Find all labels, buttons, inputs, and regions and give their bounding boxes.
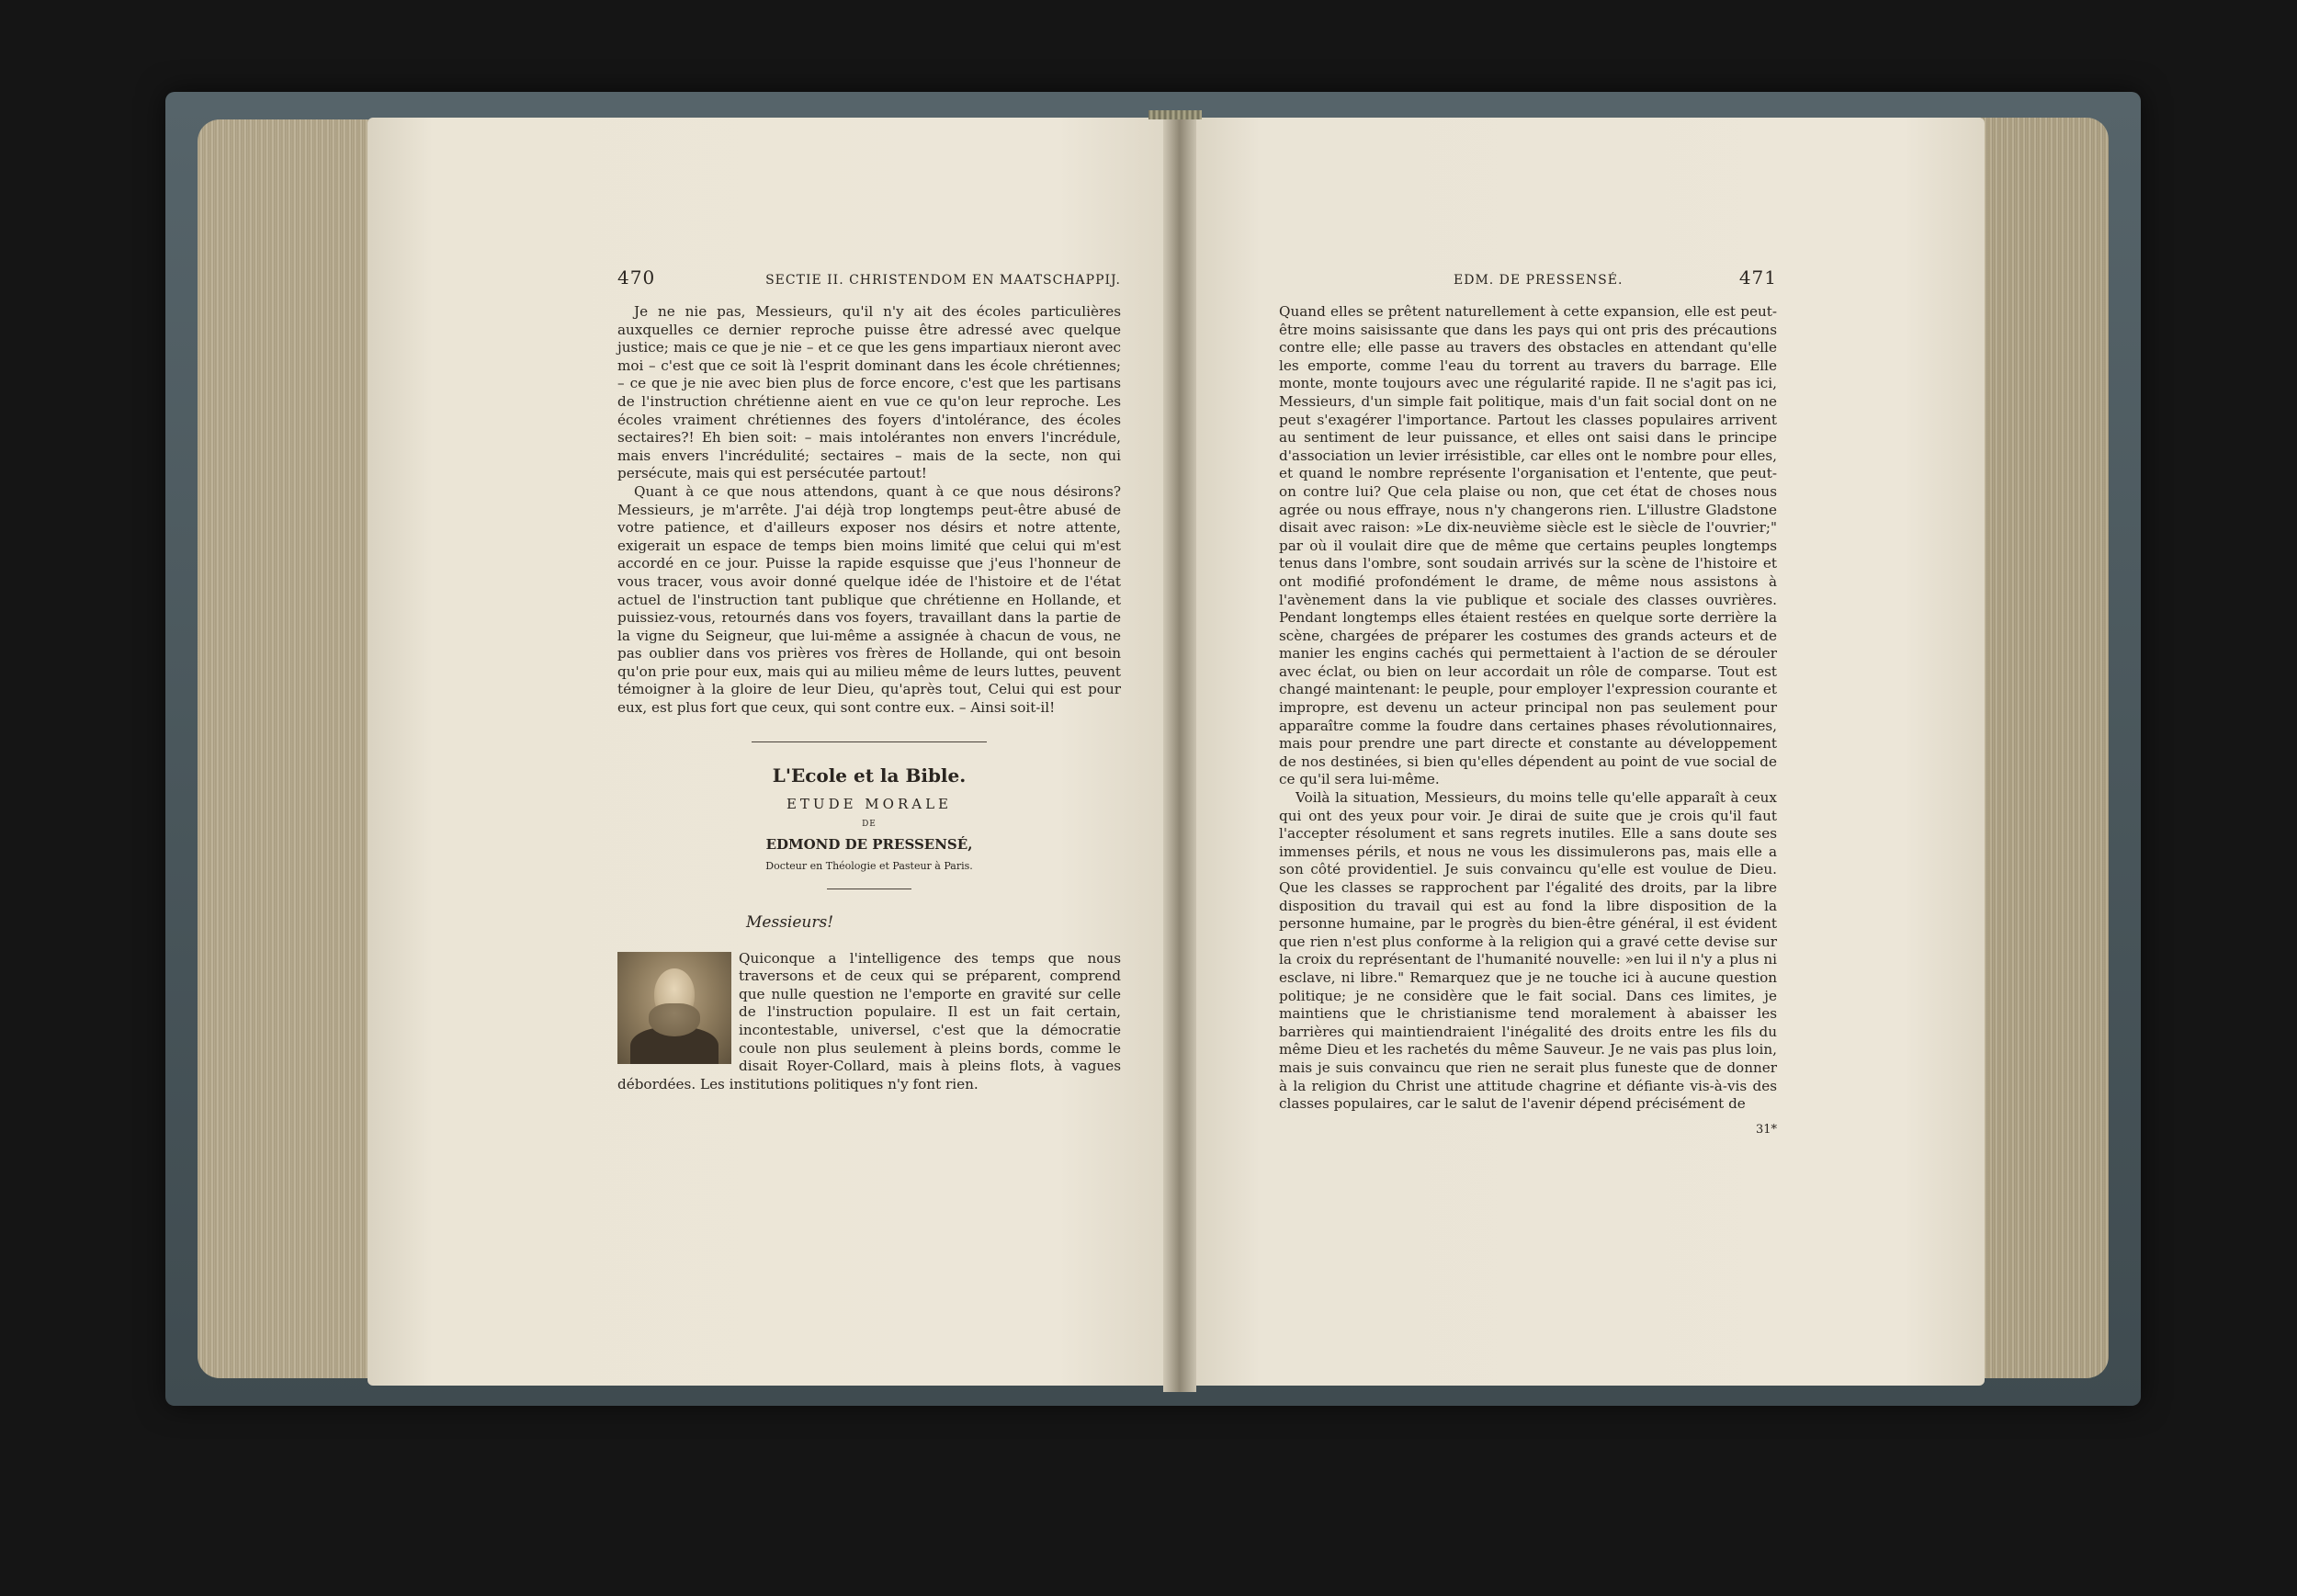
section-divider-rule [752, 741, 987, 742]
author-portrait-photo [617, 952, 731, 1064]
left-paragraph-1: Je ne nie pas, Messieurs, qu'il n'y ait des écoles particulières auxquelles ce dernier reproche puisse être adressé avec quelque justice; mais ce que je nie – et ce que les gens impartiaux nieront avec moi – c'est que ce soit là l'esprit dominant dans les école chrétiennes; – ce que je nie avec bien plus de force encore, c'est que les partisans de l'instruction chrétienne aient en vue ce qu'on leur reproche. Les écoles vraiment chrétiennes des foyers d'intolérance, des écoles sectaires?! Eh bien soit: – mais intolérantes non envers l'incrédule, mais envers l'incrédulité; sectaires – mais de la secte, non qui persécute, mais qui est persécutée partout! [617, 303, 1121, 482]
left-page-edges [198, 119, 381, 1378]
essay-title: L'Ecole et la Bible. [772, 764, 967, 787]
essay-title-block [617, 764, 1121, 872]
signature-mark: 31* [1755, 1122, 1777, 1137]
salutation: Messieurs! [746, 912, 834, 932]
right-paragraph-1: Quand elles se prêtent naturellement à cette expansion, elle est peut-être moins saisissante que dans les pays qui ont pris des précautions contre elle; elle passe au travers des obstacles en attendant qu'elle les emporte, comme l'eau du torrent au travers du barrage. Elle monte, monte toujours avec une régularité rapide. Il ne s'agit pas ici, Messieurs, d'un simple fait politique, mais d'un fait social dont on ne peut s'exagérer l'importance. Partout les classes populaires arrivent au sentiment de leur puissance, et elles ont saisi dans le principe d'association un levier irrésistible, car elles ont le nombre pour elles, et quand le nombre représente l'organisation et l'entente, que peut-on contre lui? Que cela plaise ou non, que cet état de choses nous agrée ou nous effraye, nous n'y changerons rien. L'illustre Gladstone disait avec raison: »Le dix-neuvième siècle est le siècle de l'ouvrier;" par où il voulait dire que de même que certains peuples longtemps tenus dans l'ombre, sont soudain arrivés sur la scène de l'histoire et ont modifié profondément le drame, de même nous assistons à l'avènement dans la vie publique et sociale des classes ouvrières. Pendant longtemps elles étaient restées en quelque sorte derrière la scène, chargées de préparer les costumes des grands acteurs et de manier les engins cachés qui permettaient à l'action de se dérouler avec éclat, ou bien on leur accordait un rôle de comparse. Tout est changé maintenant: le peuple, pour employer l'expression courante et impropre, est devenu un acteur principal non pas seulement pour apparaître comme la foudre dans certaines phases révolutionnaires, mais pour prendre une part directe et constante au développement de nos destinées, si bien qu'elles dépendent au point de vue social de ce qu'il sera lui-même. [1279, 303, 1777, 788]
right-page-text [1279, 266, 1777, 1137]
essay-credit: Docteur en Théologie et Pasteur à Paris. [765, 859, 973, 872]
right-running-head-title: EDM. DE PRESSENSÉ. [1454, 273, 1624, 288]
left-page-number: 470 [617, 266, 656, 289]
right-page-number: 471 [1738, 266, 1777, 289]
left-paragraph-2: Quant à ce que nous attendons, quant à ce que nous désirons? Messieurs, je m'arrête. J'ai déjà trop longtemps peut-être abusé de votre patience, et d'ailleurs exposer nos désirs et notre attente, exigerait un espace de temps bien moins limité que celui qui m'est accordé en ce jour. Puisse la rapide esquisse que j'eus l'honneur de vous tracer, vous avoir donné quelque idée de l'histoire et de l'état actuel de l'instruction tant publique que chrétienne en Hollande, et puissiez-vous, retournés dans vos foyers, travaillant dans la partie de la vigne du Seigneur, que lui-même a assignée à chacun de vous, ne pas oublier dans vos prières vos frères de Hollande, qui ont besoin qu'on prie pour eux, mais qui au milieu même de leurs luttes, peuvent témoigner à la gloire de leur Dieu, qu'après tout, Celui qui est pour eux, est plus fort que ceux, qui sont contre eux. – Ainsi soit-il! [617, 482, 1121, 717]
right-running-head [1279, 266, 1777, 289]
left-running-head [617, 266, 1121, 289]
essay-by: DE [862, 819, 877, 829]
right-page-edges [1971, 118, 2109, 1378]
essay-author: EDMOND DE PRESSENSÉ, [765, 835, 973, 853]
essay-subtitle: ETUDE MORALE [786, 795, 953, 812]
opening-paragraph: Quiconque a l'intelligence des temps que nous traversons et de ceux qui se préparent, comprend que nulle question ne l'emporte en gravité sur celle de l'instruction populaire. Il est un fait certain, incontestable, universel, c'est que la démocratie coule non plus seulement à pleins bords, comme le disait Royer-Collard, mais à pleins flots, à vagues débordées. Les institutions politiques n'y font rien. [617, 949, 1121, 1092]
gutter [1163, 110, 1196, 1392]
left-running-head-title: SECTIE II. CHRISTENDOM EN MAATSCHAPPIJ. [765, 273, 1121, 288]
spine-headband [1148, 110, 1202, 119]
opening-block [617, 950, 1121, 1094]
right-paragraph-2: Voilà la situation, Messieurs, du moins telle qu'elle apparaît à ceux qui ont des yeux pour voir. Je dirai de suite que je crois qu'il faut l'accepter résolument et sans regrets inutiles. Elle a sans doute ses immenses périls, et nous ne vous les dissimulerons pas, mais elle a son côté providentiel. Je suis convaincu qu'elle est voulue de Dieu. Que les classes se rapprochent par l'égalité des droits, par la libre disposition du travail qui est au fond la libre disposition de la personne humaine, par le progrès du bien-être général, il est évident que rien n'est plus conforme à la religion qui a gravé cette devise sur la croix du représentant de l'humanité nouvelle: »en lui il n'y a plus ni esclave, ni libre." Remarquez que je ne touche ici à aucune question politique; je ne considère que le fait social. Dans ces limites, je maintiens que le christianisme tend moralement à abaisser les barrières qui maintiendraient l'inégalité des droits entre les fils du même Dieu et les rachetés du même Sauveur. Je ne vais pas plus loin, mais je suis convaincu que rien ne serait plus funeste que de donner à la religion du Christ une attitude chagrine et défiante vis-à-vis des classes populaires, car le salut de l'avenir dépend précisément de [1279, 789, 1777, 1113]
left-page-text [617, 266, 1121, 1093]
